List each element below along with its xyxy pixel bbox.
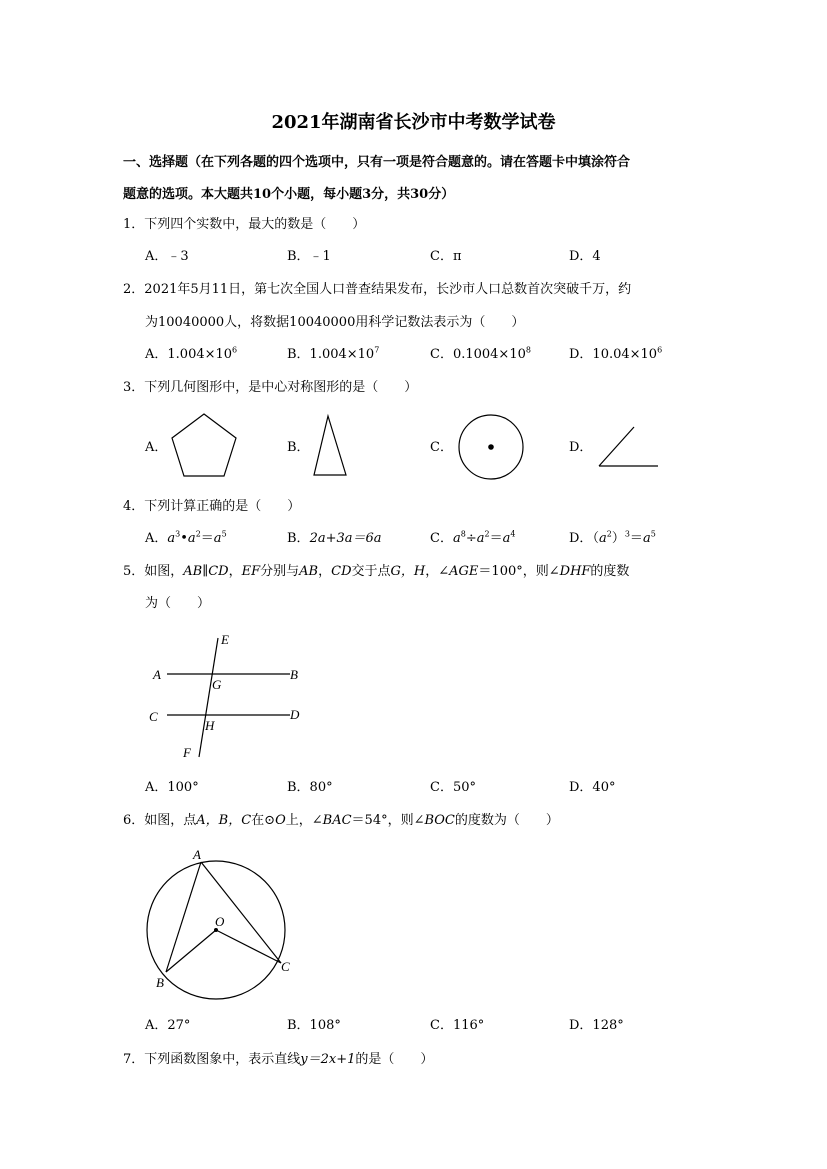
q7-stem: 7．下列函数图象中，表示直线y＝2x+1的是（ ）	[123, 1052, 434, 1067]
label-b: B	[156, 975, 164, 990]
q2-stem-line1: 2．2021年5月11日，第七次全国人口普查结果发布，长沙市人口总数首次突破千万，约	[123, 282, 632, 297]
q1-option-c[interactable]: C．π	[430, 249, 462, 264]
q4-stem: 4．下列计算正确的是（ ）	[123, 499, 301, 514]
exam-title: 2021年湖南省长沙市中考数学试卷	[271, 112, 556, 133]
q6-option-b[interactable]: B．108°	[287, 1018, 341, 1033]
label-b: B	[290, 667, 298, 682]
q2-stem-line2: 为10040000人，将数据10040000用科学记数法表示为（ ）	[145, 315, 525, 330]
label-e: E	[221, 632, 229, 647]
q3-option-d[interactable]: D．	[569, 440, 593, 455]
section-header-line2: 题意的选项。本大题共10个小题，每小题3分，共30分）	[123, 187, 455, 202]
q2-option-a[interactable]: A．$1.004\times 10^6$	[145, 345, 238, 362]
q5-option-c[interactable]: C．50°	[430, 780, 476, 795]
q3-option-a[interactable]: A．	[145, 440, 168, 455]
q3-option-c[interactable]: C．	[430, 440, 453, 455]
label-a: A	[193, 847, 201, 862]
label-f: F	[183, 745, 191, 760]
label-h: H	[205, 718, 215, 733]
q6-option-c[interactable]: C．116°	[430, 1018, 485, 1033]
pentagon-figure	[168, 408, 240, 478]
q6-option-a[interactable]: A．27°	[145, 1018, 191, 1033]
q2-option-b[interactable]: B．$1.004\times 10^7$	[287, 345, 380, 362]
q5-option-a[interactable]: A．100°	[145, 780, 199, 795]
label-g: G	[212, 677, 222, 692]
q4-option-a[interactable]: A．$a^3•a^2=a^5$	[145, 529, 227, 546]
q3-option-b[interactable]: B．	[287, 440, 310, 455]
q6-option-d[interactable]: D．128°	[569, 1018, 624, 1033]
q4-option-c[interactable]: C．$a^8\div a^2=a^4$	[430, 529, 516, 546]
q5-option-b[interactable]: B．80°	[287, 780, 333, 795]
label-o: O	[215, 914, 225, 929]
label-c: C	[149, 709, 158, 724]
label-d: D	[290, 707, 300, 722]
q1-option-a[interactable]: A．﹣3	[145, 249, 189, 264]
triangle-figure	[310, 412, 352, 478]
circle-angle-figure	[140, 844, 300, 994]
label-a: A	[153, 667, 161, 682]
q1-option-d[interactable]: D．4	[569, 249, 601, 264]
angle-figure	[596, 424, 662, 470]
q2-option-d[interactable]: D．$10.04\times 10^6$	[569, 345, 663, 362]
q1-option-b[interactable]: B．﹣1	[287, 249, 331, 264]
q6-stem: 6．如图，点A，B，C在⊙O上，∠BAC＝54°，则∠BOC的度数为（ ）	[123, 813, 559, 828]
q1-stem: 1．下列四个实数中，最大的数是（ ）	[123, 217, 366, 232]
q5-stem-line1: 5．如图，AB∥CD，EF分别与AB，CD交于点G，H，∠AGE＝100°，则∠DHF的度数	[123, 564, 630, 579]
q4-option-d[interactable]: D．$(a^2)^3=a^5$	[569, 529, 656, 546]
q2-option-c[interactable]: C．$0.1004\times 10^8$	[430, 345, 531, 362]
q5-stem-line2: 为（ ）	[145, 596, 211, 611]
q3-stem: 3．下列几何图形中，是中心对称图形的是（ ）	[123, 380, 418, 395]
circle-figure	[456, 412, 526, 482]
parallel-lines-figure	[145, 630, 315, 765]
section-header-line1: 一、选择题（在下列各题的四个选项中，只有一项是符合题意的。请在答题卡中填涂符合	[123, 155, 631, 170]
q5-option-d[interactable]: D．40°	[569, 780, 616, 795]
label-c: C	[281, 959, 290, 974]
q4-option-b[interactable]: B．2a+3a＝6a	[287, 531, 382, 546]
